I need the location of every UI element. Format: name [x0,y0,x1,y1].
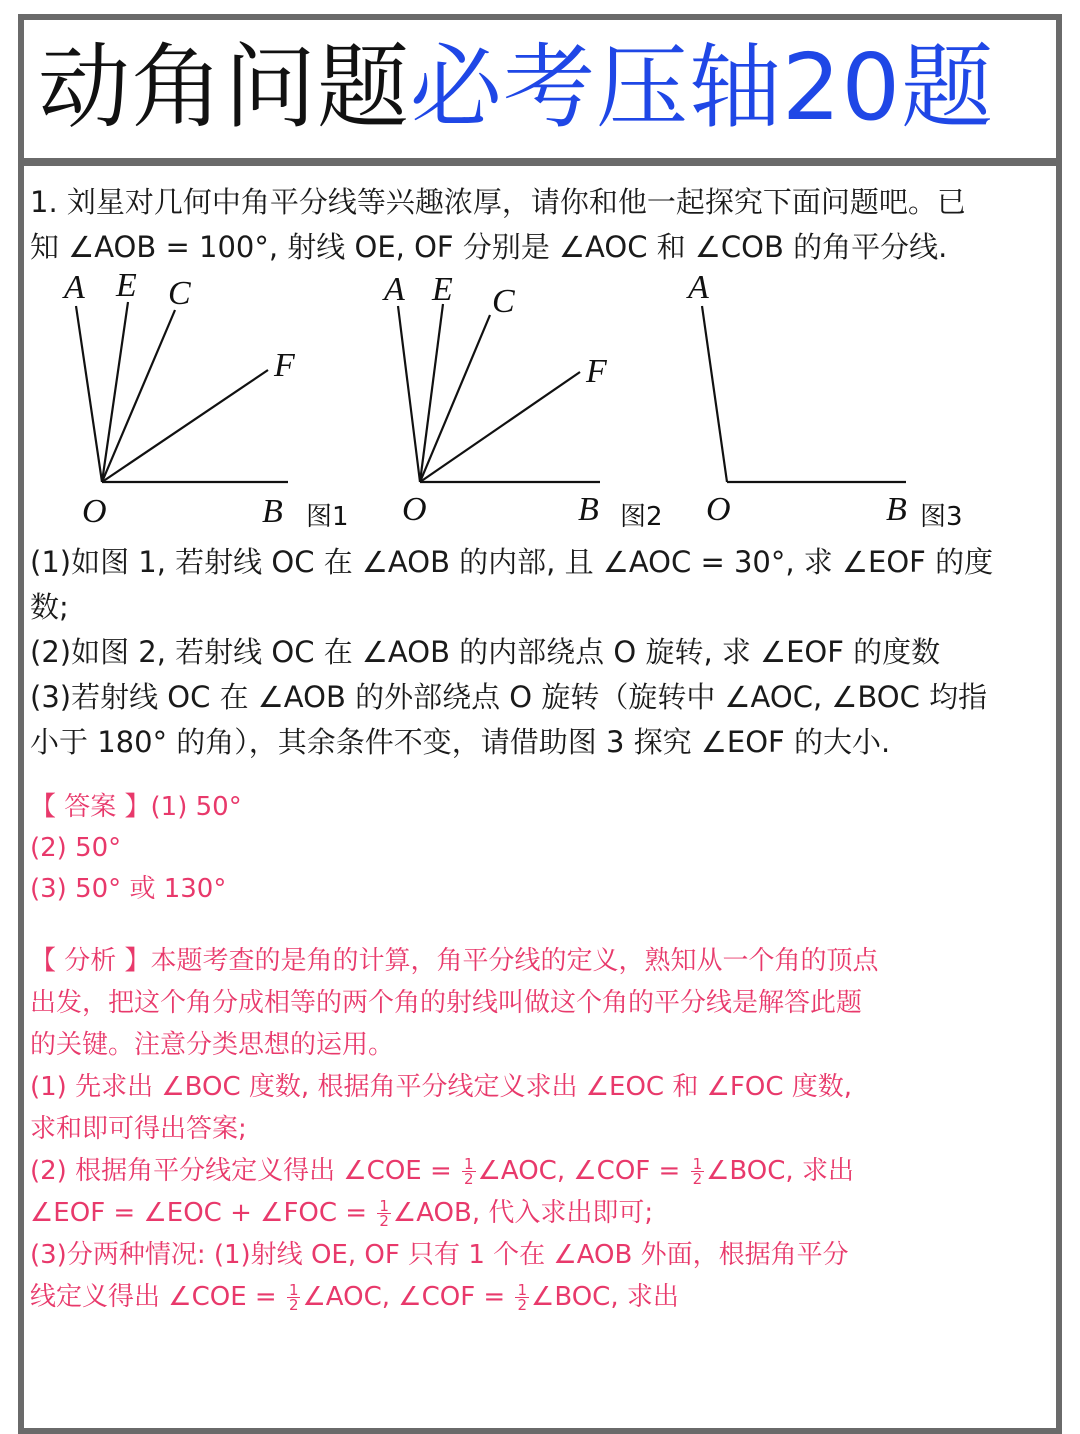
fig3-label-B: B [886,491,907,528]
page-title [38,28,994,148]
part1-line-a: (1)如图 1, 若射线 OC 在 ∠AOB 的内部, 且 ∠AOC = 30°, 求 ∠EOF 的度 [30,545,994,579]
fig1-label-O: O [82,493,107,530]
title-blue: 必考压轴20题 [410,34,995,141]
answer-line-1: 【 答案 】(1) 50° [30,792,242,822]
answer-line-3: (3) 50° 或 130° [30,874,227,904]
analysis-line-4: (1) 先求出 ∠BOC 度数, 根据角平分线定义求出 ∠EOC 和 ∠FOC 度数, [30,1072,853,1102]
analysis-line-6 [30,1150,1020,1192]
analysis-line-7 [30,1192,1020,1234]
analysis-9a: 线定义得出 ∠COE = [30,1282,285,1312]
frac-den: 2 [288,1296,299,1314]
analysis-line-5: 求和即可得出答案; [30,1114,247,1144]
fig3-label-O: O [706,491,731,528]
analysis-line-8: (3)分两种情况: (1)射线 OE, OF 只有 1 个在 ∠AOB 外面，根据角平分 [30,1240,849,1270]
analysis-9c: ∠BOC, 求出 [531,1282,679,1312]
fig1-label-B: B [262,493,283,530]
title-banner [24,20,1056,166]
geometry-figures [30,270,1020,540]
analysis-line-2: 出发，把这个角分成相等的两个角的射线叫做这个角的平分线是解答此题 [30,988,863,1018]
question-line-2: 知 ∠AOB = 100°, 射线 OE, OF 分别是 ∠AOC 和 ∠COB 的角平分线. [30,230,948,264]
fig2-label-C: C [492,283,515,320]
fig2-label-B: B [578,491,599,528]
analysis-line-9 [30,1276,1020,1318]
answer-line-2: (2) 50° [30,833,122,863]
analysis-9b: ∠AOC, ∠COF = [302,1282,514,1312]
fraction-half [691,1157,705,1186]
fig1-caption: 图1 [306,502,349,532]
part3-line-b: 小于 180° 的角），其余条件不变，请借助图 3 探究 ∠EOF 的大小. [30,725,891,759]
fig2-label-O: O [402,491,427,528]
frac-den: 2 [464,1170,474,1188]
fig1-label-E: E [116,270,137,304]
fraction-half [377,1199,391,1228]
fig3-caption: 图3 [920,502,963,532]
fig1-label-F: F [274,347,295,384]
title-black: 动角问题 [38,34,411,141]
figure-3-lines [702,306,906,482]
frac-num: 1 [692,1155,703,1173]
analysis-7a: ∠EOF = ∠EOC + ∠FOC = [30,1198,376,1228]
frac-num: 1 [288,1281,299,1299]
figure-2-lines [398,304,600,482]
fraction-half [462,1157,476,1186]
fig3-label-A: A [688,270,709,306]
fig2-label-F: F [586,353,607,390]
fraction-half [287,1283,301,1312]
analysis-7b: ∠AOB, 代入求出即可; [392,1198,654,1228]
frac-den: 2 [379,1212,389,1230]
frac-num: 1 [379,1197,389,1215]
analysis-6a: (2) 根据角平分线定义得出 ∠COE = [30,1156,461,1186]
fraction-half [515,1283,529,1312]
part1-line-b: 数; [30,590,69,624]
fig2-label-E: E [432,271,453,308]
fig2-caption: 图2 [620,502,663,532]
part3-line-a: (3)若射线 OC 在 ∠AOB 的外部绕点 O 旋转（旋转中 ∠AOC, ∠BOC 均指 [30,680,988,714]
frac-num: 1 [464,1155,474,1173]
frac-num: 1 [517,1281,528,1299]
part2-line: (2)如图 2, 若射线 OC 在 ∠AOB 的内部绕点 O 旋转, 求 ∠EOF 的度数 [30,635,941,669]
fig2-label-A: A [384,271,405,308]
frac-den: 2 [517,1296,528,1314]
question-line-1: 1. 刘星对几何中角平分线等兴趣浓厚，请你和他一起探究下面问题吧。已 [30,185,966,219]
figure-1-lines [76,302,288,482]
fig1-label-C: C [168,275,191,312]
analysis-line-1: 【 分析 】本题考查的是角的计算，角平分线的定义，熟知从一个角的顶点 [30,946,879,976]
figures-row [30,270,1020,540]
fig1-label-A: A [64,270,85,306]
frac-den: 2 [692,1170,703,1188]
problem-content [30,180,1020,1318]
analysis-6b: ∠AOC, ∠COF = [477,1156,689,1186]
analysis-line-3: 的关键。注意分类思想的运用。 [30,1030,395,1060]
analysis-6c: ∠BOC, 求出 [706,1156,854,1186]
